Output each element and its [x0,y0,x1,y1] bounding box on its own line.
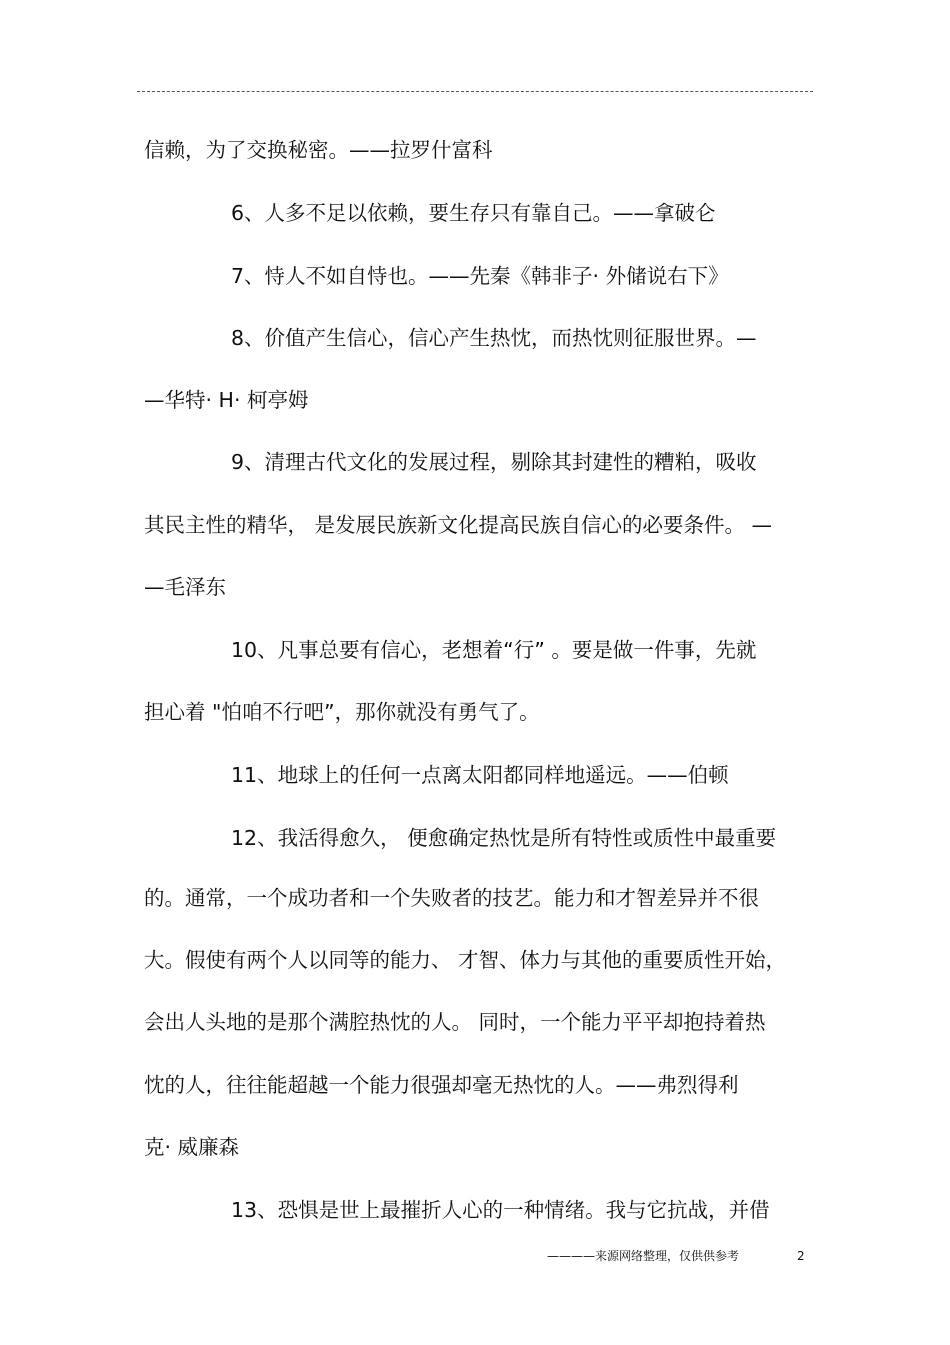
text-line: 信赖，为了交换秘密。——拉罗什富科 [144,138,493,162]
text-line: 大。假使有两个人以同等的能力、 才智、体力与其他的重要质性开始， [144,948,787,972]
text-line: —华特· H· 柯亭姆 [144,388,309,412]
text-line: 担心着 "怕咱不行吧”，那你就没有勇气了。 [144,700,540,724]
quote-12: 12、我活得愈久， 便愈确定热忱是所有特性或质性中最重要 [231,826,777,850]
footer-source-note: ————来源网络整理，仅供供参考 [547,1249,740,1263]
quote-10: 10、凡事总要有信心，老想着“行” 。要是做一件事，先就 [231,638,757,662]
text-line: 忱的人，往往能超越一个能力很强却毫无热忱的人。——弗烈得利 [144,1073,739,1097]
quote-8: 8、价值产生信心，信心产生热忱，而热忱则征服世界。— [231,326,757,350]
text-line: 会出人头地的是那个满腔热忱的人。 同时，一个能力平平却抱持着热 [144,1010,766,1034]
text-line: 克· 威廉森 [144,1135,240,1159]
page-number: 2 [797,1249,805,1263]
text-line: —毛泽东 [144,575,226,599]
quote-13: 13、恐惧是世上最摧折人心的一种情绪。我与它抗战，并借 [231,1198,770,1222]
text-line: 其民主性的精华， 是发展民族新文化提高民族自信心的必要条件。 — [144,513,773,537]
quote-7: 7、恃人不如自恃也。——先秦《韩非子· 外储说右下》 [231,264,729,288]
quote-9: 9、清理古代文化的发展过程，剔除其封建性的糟粕，吸收 [231,450,757,474]
quote-11: 11、地球上的任何一点离太阳都同样地遥远。——伯顿 [231,763,729,787]
header-divider [137,91,813,92]
quote-6: 6、人多不足以依赖，要生存只有靠自己。——拿破仑 [231,201,716,225]
text-line: 的。通常，一个成功者和一个失败者的技艺。能力和才智差异并不很 [144,886,759,910]
